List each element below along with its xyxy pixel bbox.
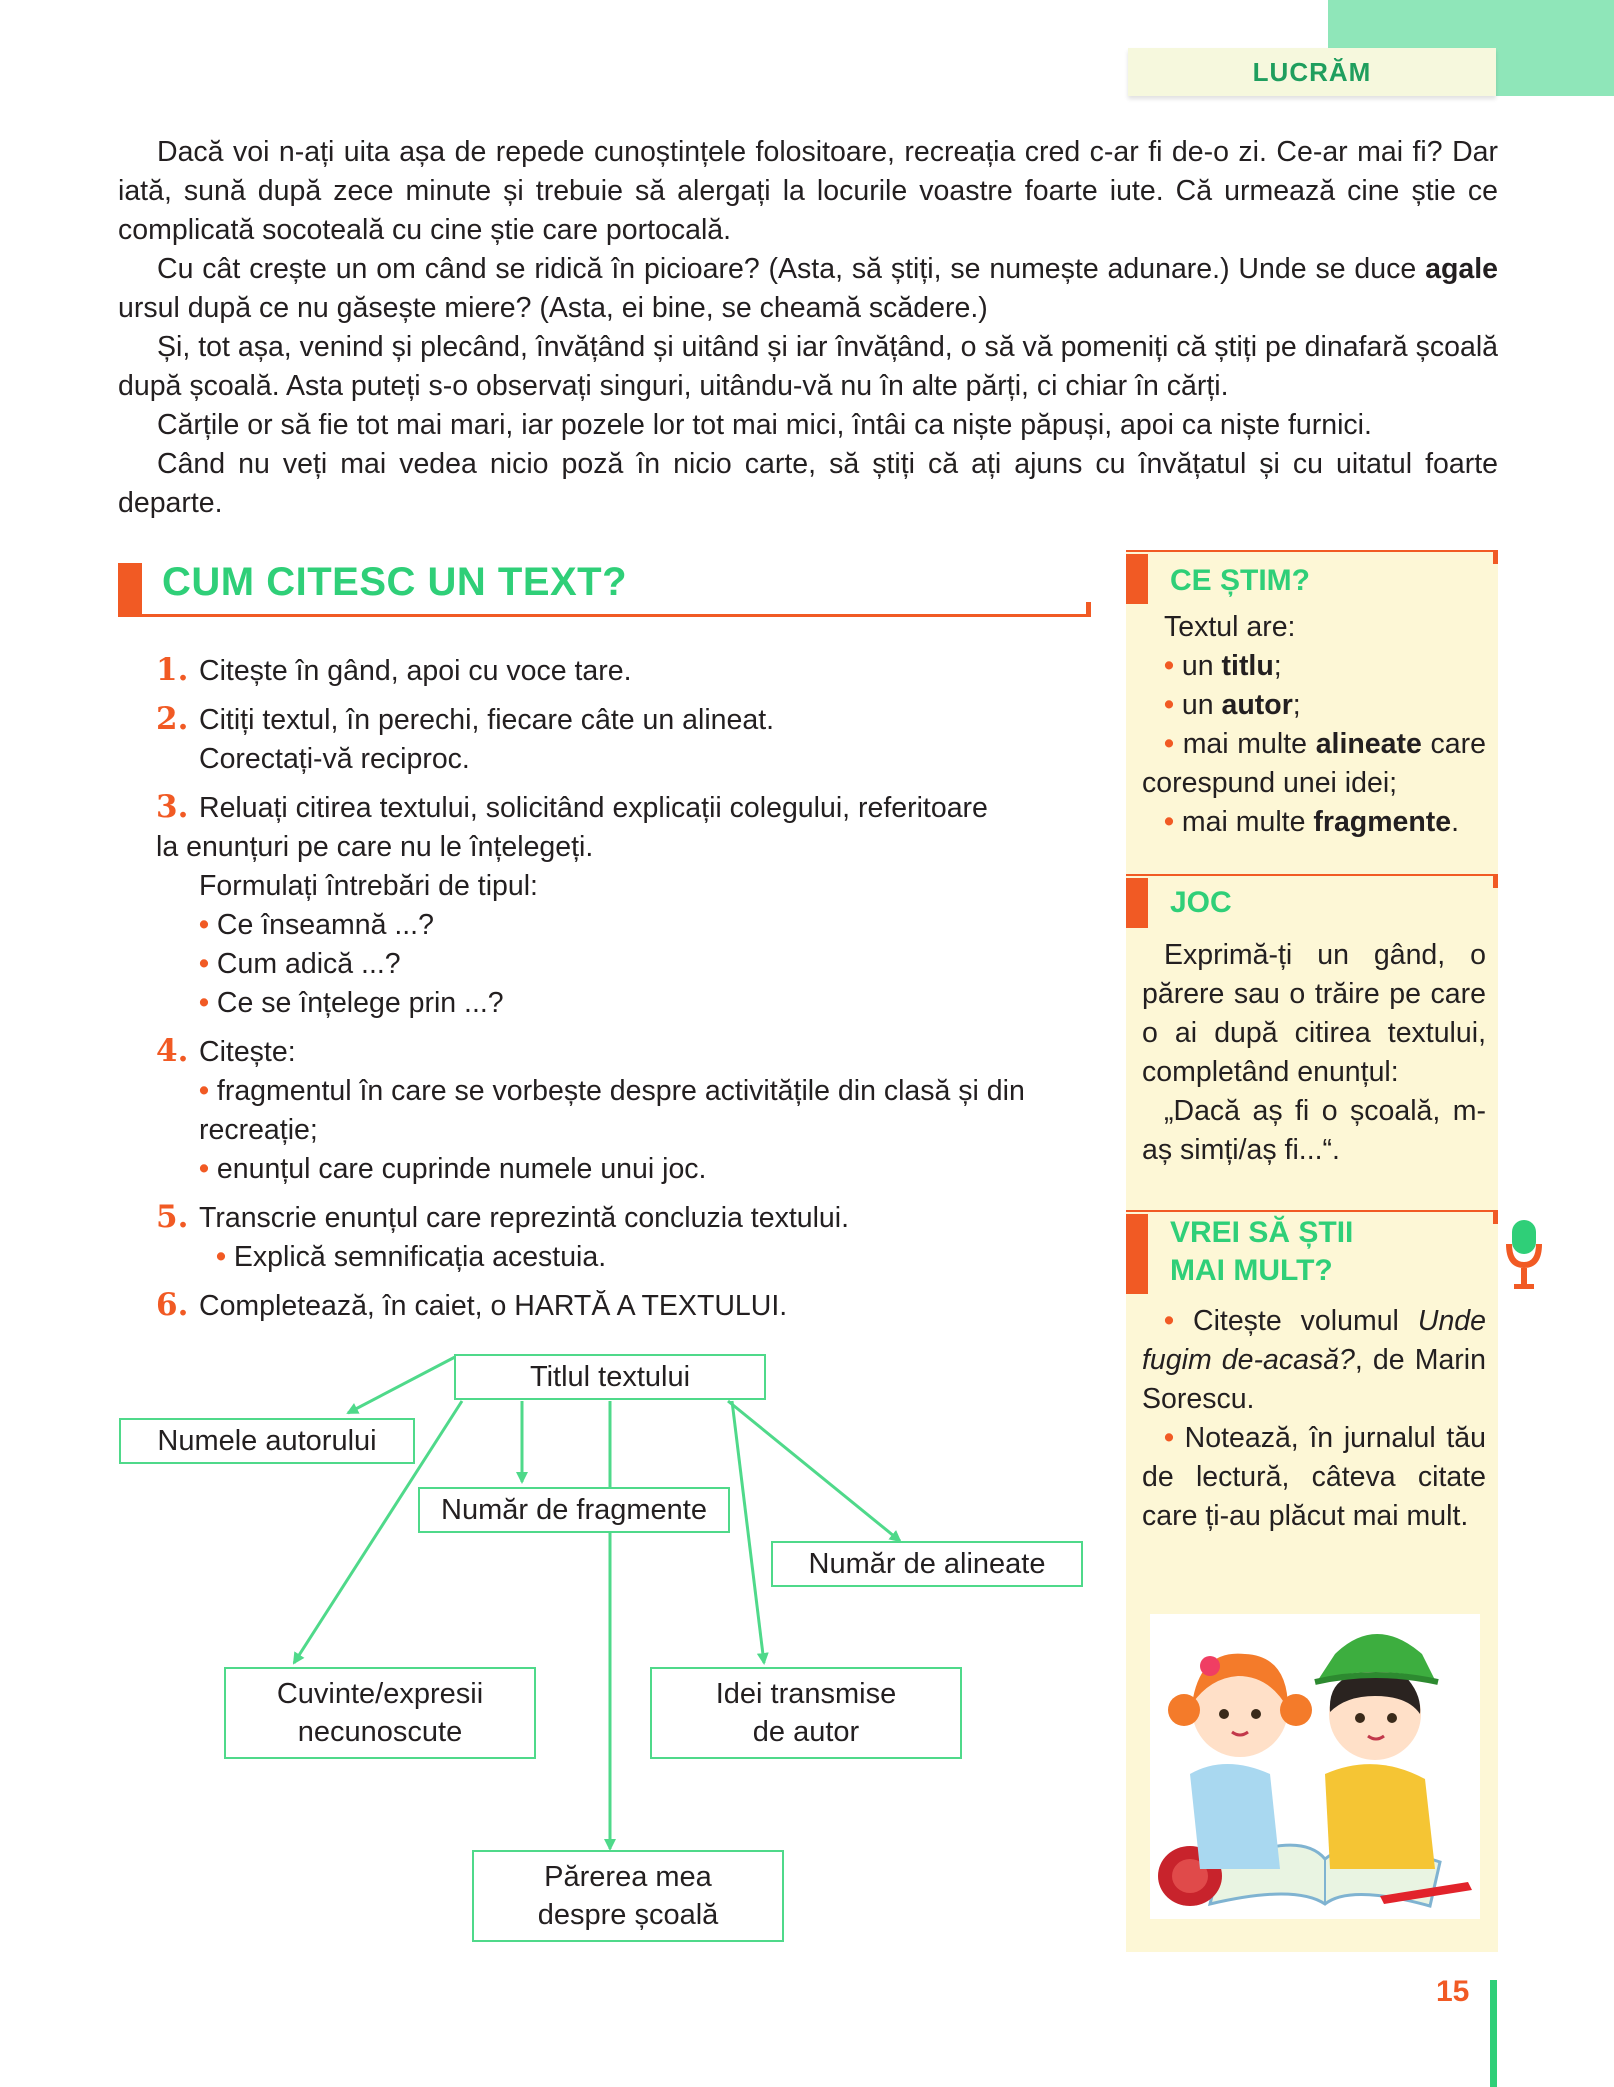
bullet-icon: • bbox=[199, 1075, 209, 1107]
task-list bbox=[156, 652, 1086, 1336]
bullet-item bbox=[156, 1238, 1086, 1277]
bullet-text: Cum adică ...? bbox=[216, 948, 401, 980]
title-line: VREI SĂ ȘTII bbox=[1170, 1216, 1354, 1249]
task-item bbox=[156, 652, 1086, 691]
bullet-icon: • bbox=[199, 948, 209, 980]
task-number: 2. bbox=[156, 701, 189, 737]
bullet-icon: • bbox=[1164, 1422, 1174, 1454]
panel-know-text bbox=[1142, 608, 1486, 842]
panel-heading-bar bbox=[1126, 1214, 1148, 1294]
text-run: un bbox=[1181, 650, 1222, 682]
panel-bullet bbox=[1142, 725, 1486, 803]
map-node-fragments: Număr de fragmente bbox=[418, 1487, 730, 1533]
bold-word: fragmente bbox=[1313, 806, 1452, 838]
task-text: Reluați citirea textului, solicitând explicații colegului, referitoare bbox=[199, 792, 988, 824]
panel-heading-bar bbox=[1126, 878, 1148, 928]
task-number: 6. bbox=[156, 1287, 189, 1323]
task-text: la enunțuri pe care nu le înțelegeți. bbox=[156, 831, 594, 863]
heading-bar bbox=[118, 563, 142, 615]
bold-word: titlu bbox=[1221, 650, 1274, 682]
node-line: de autor bbox=[752, 1716, 860, 1748]
map-node-author: Numele autorului bbox=[119, 1418, 415, 1464]
text-run: mai multe bbox=[1182, 728, 1316, 760]
bullet-icon: • bbox=[1164, 1305, 1174, 1337]
intro-paragraph: Dacă voi n-ați uita așa de repede cunoștințele folositoare, recreația cred c-ar fi de-o zi. Ce-ar mai fi? Dar iată, sună după zece minute și trebuie să alergați la locurile voastre foarte iute. Că urmează cine știe ce complicată socoteală cu cine știe care portocală. bbox=[118, 136, 1498, 246]
panel-game-text bbox=[1142, 936, 1486, 1170]
intro-text bbox=[118, 133, 1498, 523]
intro-paragraph bbox=[118, 250, 1498, 328]
bullet-icon: • bbox=[1164, 650, 1174, 682]
panel-rule-end bbox=[1493, 874, 1498, 888]
node-line: Cuvinte/expresii bbox=[276, 1678, 484, 1710]
panel-title-more bbox=[1170, 1214, 1353, 1290]
task-number: 4. bbox=[156, 1033, 189, 1069]
map-node-title: Titlul textului bbox=[454, 1354, 766, 1400]
text-run: ; bbox=[1273, 650, 1282, 682]
section-tag: LUCRĂM bbox=[1128, 48, 1496, 96]
heading-rule bbox=[118, 614, 1090, 617]
node-line: despre școală bbox=[537, 1899, 719, 1931]
text-run: ursul după ce nu găsește miere? (Asta, ei bine, se cheamă scădere.) bbox=[118, 292, 988, 324]
intro-paragraph: Când nu veți mai vedea nicio poză în nicio carte, să știți că ați ajuns cu învățatul și cu uitatul foarte departe. bbox=[118, 448, 1498, 519]
panel-paragraph: Exprimă-ți un gând, o părere sau o trăire pe care o ai după citirea textului, completând enunțul: bbox=[1142, 939, 1486, 1088]
panel-rule bbox=[1126, 874, 1498, 876]
page-number: 15 bbox=[1436, 1975, 1470, 2008]
node-line: Părerea mea bbox=[544, 1861, 712, 1893]
intro-paragraph: Cărțile or să fie tot mai mari, iar pozele lor tot mai mici, întâi ca niște păpuși, apoi ca niște furnici. bbox=[157, 409, 1372, 441]
text-run: . bbox=[1451, 806, 1460, 838]
text-run: mai multe bbox=[1181, 806, 1314, 838]
panel-bullet bbox=[1142, 1302, 1486, 1419]
panel-quote: „Dacă aș fi o școală, m-aș simți/aș fi...“. bbox=[1142, 1095, 1486, 1166]
task-number: 5. bbox=[156, 1199, 189, 1235]
bullet-text: Ce se înțelege prin ...? bbox=[216, 987, 504, 1019]
bullet-item bbox=[156, 1150, 1086, 1189]
bullet-icon: • bbox=[1164, 689, 1174, 721]
text-run: , de Marin Sorescu. bbox=[1142, 1344, 1486, 1415]
section-title: CUM CITESC UN TEXT? bbox=[162, 560, 628, 604]
children-reading-illustration bbox=[1150, 1614, 1480, 1919]
heading-rule-end bbox=[1086, 602, 1091, 617]
panel-bullet bbox=[1142, 1419, 1486, 1536]
bullet-text: Ce înseamnă ...? bbox=[216, 909, 434, 941]
panel-rule bbox=[1126, 1210, 1498, 1212]
task-text: Corectați-vă reciproc. bbox=[199, 743, 470, 775]
node-line: necunoscute bbox=[297, 1716, 463, 1748]
text-run: Notează, în jurnalul tău de lectură, câteva citate care ți-au plăcut mai mult. bbox=[1142, 1422, 1486, 1532]
map-node-paragraphs: Număr de alineate bbox=[771, 1541, 1083, 1587]
panel-bullet bbox=[1142, 686, 1486, 725]
task-text: Citește: bbox=[199, 1036, 296, 1068]
bullet-icon: • bbox=[1164, 728, 1174, 760]
panel-intro: Textul are: bbox=[1164, 611, 1296, 643]
bullet-item bbox=[156, 945, 1086, 984]
bullet-icon: • bbox=[199, 1153, 209, 1185]
bullet-icon: • bbox=[216, 1241, 226, 1273]
page-number-rule bbox=[1490, 1980, 1497, 2087]
text-run: Citește volumul bbox=[1192, 1305, 1418, 1337]
task-item bbox=[156, 1199, 1086, 1277]
task-text: Formulați întrebări de tipul: bbox=[199, 870, 538, 902]
microphone-icon bbox=[1504, 1218, 1544, 1294]
bullet-text: enunțul care cuprinde numele unui joc. bbox=[216, 1153, 707, 1185]
intro-paragraph: Și, tot așa, venind și plecând, învățând și uitând și iar învățând, o să vă pomeniți că știți pe dinafară școală după școală. Asta puteți s-o observați singuri, uitându-vă nu în alte părți, ci chiar în cărți. bbox=[118, 331, 1498, 402]
panel-rule bbox=[1126, 550, 1498, 552]
panel-rule-end bbox=[1493, 550, 1498, 564]
task-item bbox=[156, 701, 1086, 779]
task-item bbox=[156, 789, 1086, 1023]
bullet-text: fragmentul în care se vorbește despre activitățile din clasă și din recreație; bbox=[199, 1075, 1025, 1146]
bullet-item bbox=[156, 906, 1086, 945]
task-text: Citiți textul, în perechi, fiecare câte un alineat. bbox=[199, 704, 775, 736]
task-text: Completează, în caiet, o HARTĂ A TEXTULUI. bbox=[199, 1290, 788, 1322]
bold-word: autor bbox=[1221, 689, 1293, 721]
bullet-text: Explică semnificația acestuia. bbox=[233, 1241, 607, 1273]
panel-bullet bbox=[1142, 803, 1486, 842]
book-title: Unde fugim de-acasă? bbox=[1142, 1305, 1487, 1376]
map-node-unknown-words bbox=[224, 1667, 536, 1759]
task-item bbox=[156, 1287, 1086, 1326]
bullet-item bbox=[156, 1072, 1086, 1150]
panel-more-text bbox=[1142, 1302, 1486, 1536]
task-number: 1. bbox=[156, 652, 189, 688]
bullet-item bbox=[156, 984, 1086, 1023]
map-node-opinion bbox=[472, 1850, 784, 1942]
text-run: Cu cât crește un om când se ridică în picioare? (Asta, să știți, se numește adunare.) Unde se duce bbox=[157, 253, 1426, 285]
panel-heading-bar bbox=[1126, 554, 1148, 604]
bullet-icon: • bbox=[199, 909, 209, 941]
task-text: Citește în gând, apoi cu voce tare. bbox=[199, 655, 632, 687]
task-item bbox=[156, 1033, 1086, 1189]
bullet-icon: • bbox=[1164, 806, 1174, 838]
bold-word: alineate bbox=[1315, 728, 1422, 760]
text-run: care corespund unei idei; bbox=[1142, 728, 1486, 799]
task-number: 3. bbox=[156, 789, 189, 825]
text-run: ; bbox=[1292, 689, 1301, 721]
panel-rule-end bbox=[1493, 1210, 1498, 1224]
panel-title-game: JOC bbox=[1170, 886, 1232, 919]
bullet-icon: • bbox=[199, 987, 209, 1019]
bold-word: agale bbox=[1425, 253, 1498, 285]
node-line: Idei transmise bbox=[715, 1678, 897, 1710]
panel-bullet bbox=[1142, 647, 1486, 686]
map-node-ideas bbox=[650, 1667, 962, 1759]
task-text: Transcrie enunțul care reprezintă concluzia textului. bbox=[199, 1202, 850, 1234]
title-line: MAI MULT? bbox=[1170, 1254, 1333, 1287]
text-run: un bbox=[1181, 689, 1222, 721]
panel-title-know: CE ȘTIM? bbox=[1170, 564, 1310, 597]
